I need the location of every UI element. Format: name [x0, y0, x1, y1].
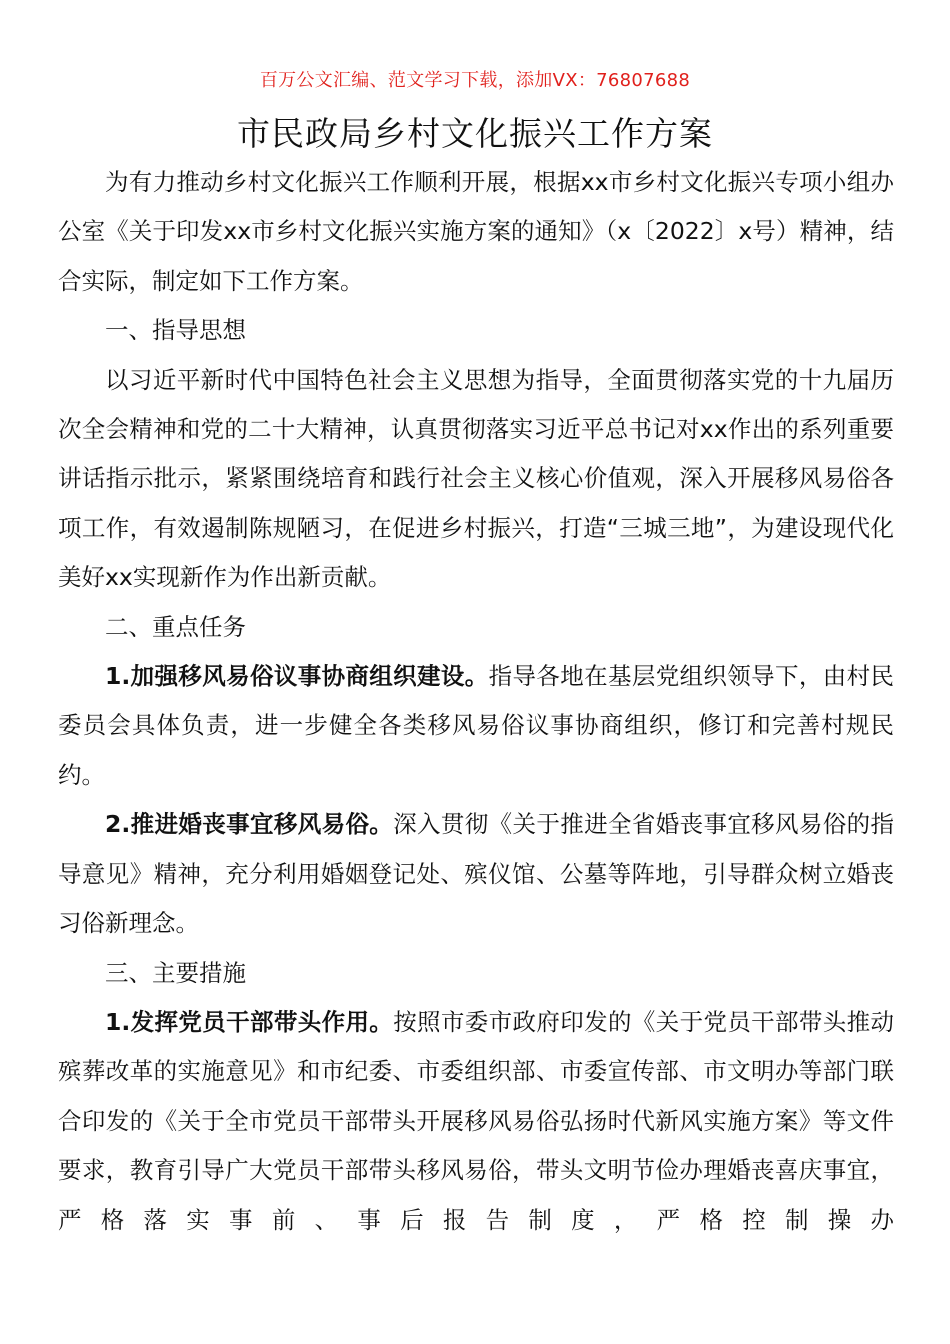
intro-paragraph: 为有力推动乡村文化振兴工作顺利开展，根据xx市乡村文化振兴专项小组办公室《关于印发xx市乡村文化振兴实施方案的通知》（x〔2022〕x号）精神，结合实际，制定如下工作方案。 [58, 168, 894, 295]
guiding-thought-paragraph: 以习近平新时代中国特色社会主义思想为指导，全面贯彻落实党的十九届历次全会精神和党的二十大精神，认真贯彻落实习近平总书记对xx作出的系列重要讲话指示批示，紧紧围绕培育和践行社会主义核心价值观，深入开展移风易俗各项工作，有效遏制陈规陋习，在促进乡村振兴，打造“三城三地”，为建设现代化美好xx实现新作为作出新贡献。 [58, 365, 894, 592]
main-measure-lead: 1.发挥党员干部带头作用。 [105, 1007, 394, 1036]
key-task-lead: 2.推进婚丧事宜移风易俗。 [105, 810, 394, 839]
key-task-item [58, 800, 894, 948]
key-task-item [58, 652, 894, 800]
section-heading-key-tasks: 二、重点任务 [105, 612, 246, 641]
key-task-lead: 1.加强移风易俗议事协商组织建设。 [105, 662, 489, 691]
key-task-text: 深入贯彻《关于推进全省婚丧事宜移风易俗的指导意见》精神，充分利用婚姻登记处、殡仪馆、公墓等阵地，引导群众树立婚丧习俗新理念。 [58, 810, 895, 938]
key-task-text: 指导各地在基层党组织领导下，由村民委员会具体负责，进一步健全各类移风易俗议事协商组织，修订和完善村规民约。 [58, 662, 894, 789]
watermark-banner: 百万公文汇编、范文学习下载，添加VX：76807688 [259, 70, 691, 91]
document-body [58, 158, 894, 1245]
section-heading-guiding-thought: 一、指导思想 [105, 316, 246, 345]
document-title: 市民政局乡村文化振兴工作方案 [237, 114, 713, 153]
section-heading-main-measures: 三、主要措施 [105, 958, 246, 987]
main-measure-item [58, 998, 894, 1245]
main-measure-text: 按照市委市政府印发的《关于党员干部带头推动殡葬改革的实施意见》和市纪委、市委组织部、市委宣传部、市文明办等部门联合印发的《关于全市党员干部带头开展移风易俗弘扬时代新风实施方案》等文件要求，教育引导广大党员干部带头移风易俗，带头文明节俭办理婚丧喜庆事宜，严格落实事前、事后报告制度，严格控制操办 [58, 1007, 895, 1234]
